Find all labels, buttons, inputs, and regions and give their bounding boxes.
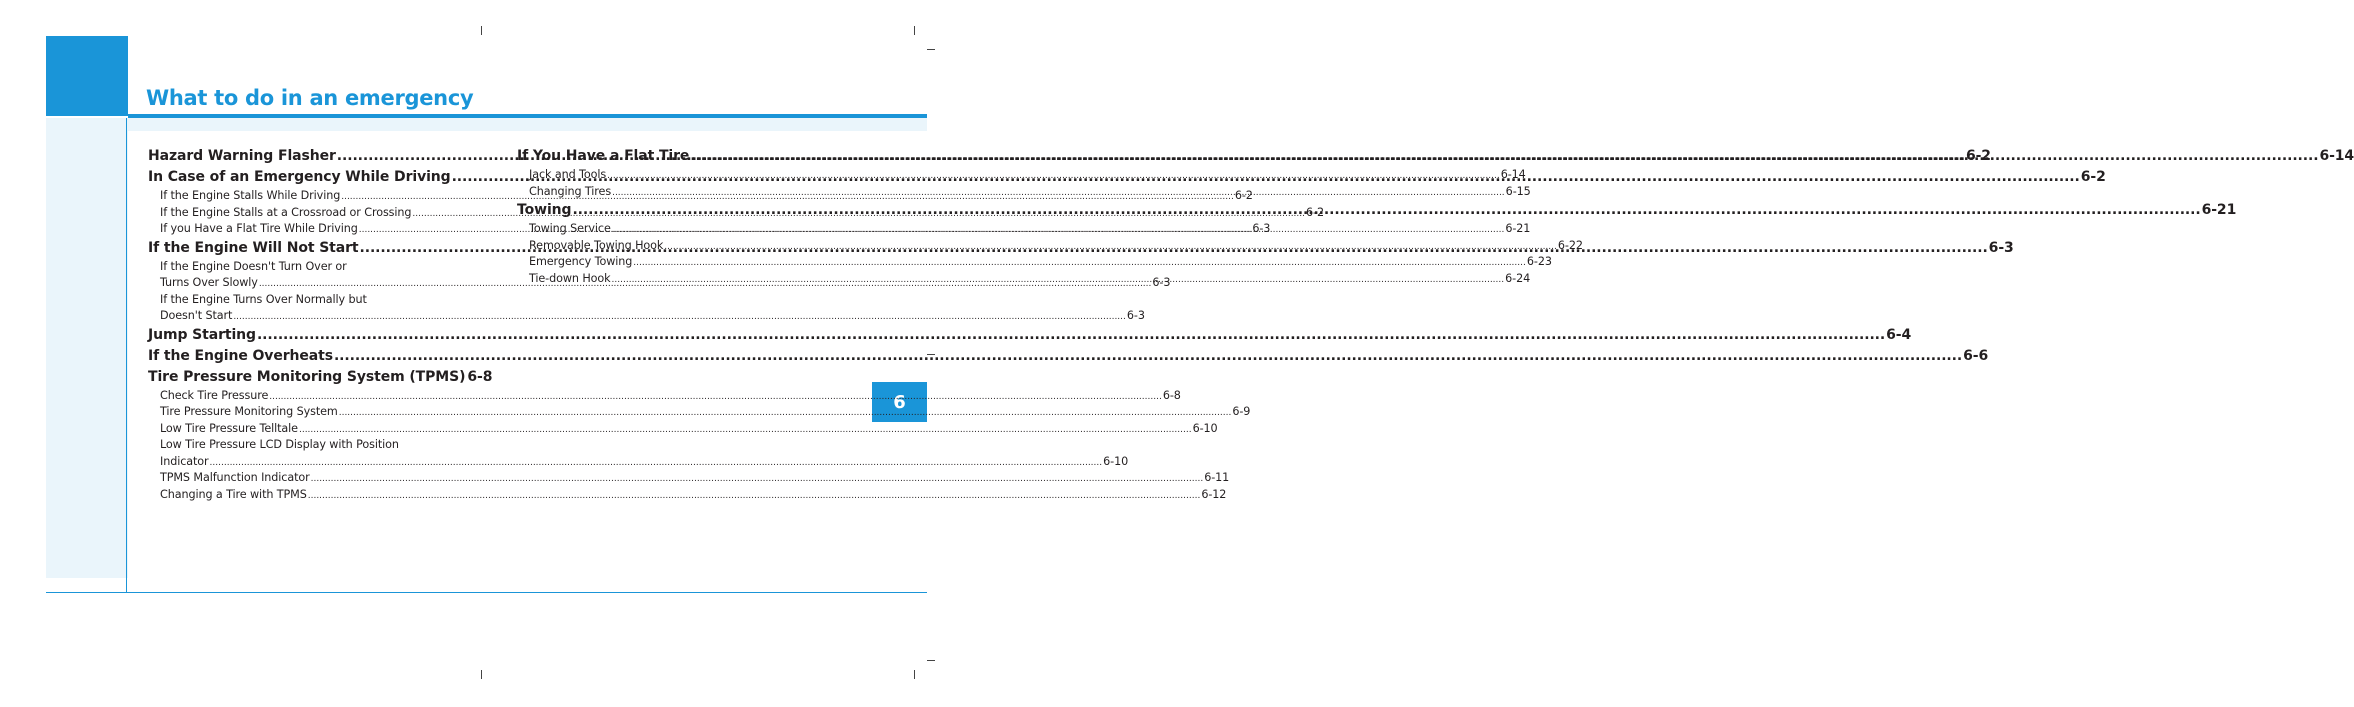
toc-page-number: 6-2 — [1965, 148, 1991, 164]
toc-subentry — [148, 292, 480, 309]
toc-page-number: 6-23 — [1526, 255, 1552, 268]
dot-leader — [612, 222, 1505, 239]
toc-subentry[interactable] — [148, 388, 1181, 405]
toc-subentry[interactable] — [517, 167, 1526, 184]
dot-leader — [233, 309, 1126, 326]
toc-page-number: 6-3 — [1252, 222, 1271, 235]
title-underline — [128, 114, 927, 118]
toc-subentry — [148, 437, 480, 454]
toc-entry-title: Towing Service — [529, 222, 611, 235]
toc-page-number: 6-22 — [1557, 238, 1583, 252]
toc-entry-title: If the Engine Stalls While Driving — [160, 189, 341, 202]
toc-entry-title: Check Tire Pressure — [160, 388, 269, 402]
toc-page-number: 6-21 — [1505, 222, 1531, 235]
toc-entry-title: Jump Starting — [148, 326, 256, 343]
toc-entry-title: TPMS Malfunction Indicator — [160, 471, 310, 484]
toc-subentry[interactable] — [148, 454, 1129, 471]
toc-subentry — [148, 259, 480, 276]
dot-leader — [269, 389, 1162, 406]
toc-entry-title: If You Have a Flat Tire — [517, 148, 690, 164]
toc-page-number: 6-9 — [1232, 405, 1251, 418]
toc-entry-title: Changing a Tire with TPMS — [160, 487, 307, 501]
toc-entry-title: Tie-down Hook — [529, 271, 611, 285]
crop-mark-right-lower — [927, 660, 935, 661]
toc-entry-title: Jack and Tools — [529, 168, 607, 181]
toc-entry-title: Tire Pressure Monitoring System (TPMS) — [148, 368, 466, 385]
toc-entry-title: Removable Towing Hook — [529, 238, 664, 252]
dot-leader — [311, 471, 1204, 488]
toc-subentry[interactable] — [517, 238, 1583, 255]
toc-subentry[interactable] — [148, 308, 1145, 325]
toc-entry-title: Emergency Towing — [529, 255, 633, 268]
toc-subentry[interactable] — [517, 254, 1552, 271]
header-color-block — [46, 36, 128, 116]
toc-entry-title: Low Tire Pressure Telltale — [160, 421, 298, 435]
toc-page-number: 6-10 — [1192, 421, 1218, 435]
toc-entry-title: Tire Pressure Monitoring System — [160, 405, 338, 418]
left-margin-rule — [126, 118, 127, 592]
toc-page-number: 6-2 — [2080, 169, 2106, 185]
toc-entry-title: Turns Over Slowly — [160, 276, 258, 289]
toc-entry-title: If the Engine Will Not Start — [148, 239, 359, 256]
dot-leader — [257, 325, 1885, 346]
toc-entry-title: If the Engine Stalls at a Crossroad or Crossing — [160, 205, 412, 219]
toc-page-number: 6-6 — [1963, 347, 1989, 364]
toc-subentry[interactable] — [148, 470, 1230, 487]
toc-heading-entry[interactable] — [517, 200, 2237, 221]
toc-page-number: 6-21 — [2201, 202, 2237, 218]
toc-page-number: 6-15 — [1505, 184, 1531, 198]
crop-mark-bottom-center — [481, 670, 482, 679]
toc-entry-title: Hazard Warning Flasher — [148, 148, 336, 164]
toc-entry-title: Low Tire Pressure LCD Display with Position — [160, 438, 399, 451]
dot-leader — [339, 405, 1232, 422]
toc-page-number: 6-14 — [2319, 148, 2354, 164]
toc-page-number: 6-2 — [1234, 189, 1253, 202]
dot-leader — [633, 255, 1526, 272]
dot-leader — [210, 455, 1103, 472]
toc-page-number: 6-12 — [1201, 487, 1227, 501]
dot-leader — [334, 346, 1962, 367]
toc-page-number: 6-11 — [1204, 471, 1230, 484]
toc-page-number: 6-3 — [1152, 276, 1171, 289]
toc-entry-title: Changing Tires — [529, 184, 612, 198]
toc-page-number: 6-14 — [1500, 168, 1526, 181]
toc-heading-entry[interactable] — [148, 346, 1989, 367]
dot-leader — [612, 272, 1505, 289]
crop-mark-top-center — [481, 26, 482, 35]
page-title: What to do in an emergency — [146, 86, 474, 110]
toc-page-number: 6-8 — [1162, 388, 1181, 402]
toc-entry-title: If the Engine Overheats — [148, 347, 333, 364]
toc-entry-title: Indicator — [160, 454, 209, 468]
toc-subentry[interactable] — [148, 487, 1227, 504]
toc-entry-title: Towing — [517, 202, 572, 218]
dot-leader — [308, 488, 1201, 505]
toc-heading-entry[interactable] — [148, 367, 493, 388]
toc-page-number: 6-2 — [1306, 205, 1324, 219]
toc-entry-title: In Case of an Emergency While Driving — [148, 169, 451, 185]
toc-page-number: 6-24 — [1505, 271, 1531, 285]
toc-entry-title: If the Engine Turns Over Normally but — [160, 292, 367, 306]
crop-mark-right-upper — [927, 49, 935, 50]
bottom-rule — [46, 592, 927, 593]
toc-entry-title: If the Engine Doesn't Turn Over or — [160, 259, 347, 273]
dot-leader — [690, 146, 2318, 167]
crop-mark-bottom-right — [914, 670, 915, 679]
toc-page-number: 6-3 — [1126, 309, 1145, 322]
toc-entry-title: Doesn't Start — [160, 309, 233, 322]
toc-subentry[interactable] — [148, 404, 1251, 421]
toc-page-number: 6-10 — [1103, 454, 1129, 468]
toc-subentry[interactable] — [148, 421, 1218, 438]
toc-heading-entry[interactable] — [148, 325, 1912, 346]
toc-entry-title: If you Have a Flat Tire While Driving — [160, 222, 358, 235]
dot-leader — [572, 200, 2200, 221]
dot-leader — [664, 239, 1557, 256]
toc-page-number: 6-3 — [1988, 239, 2014, 256]
chapter-number: 6 — [893, 391, 906, 413]
dot-leader — [612, 185, 1505, 202]
toc-page-number: 6-8 — [467, 368, 493, 385]
dot-leader — [299, 422, 1192, 439]
dot-leader — [607, 168, 1500, 185]
toc-page-number: 6-4 — [1886, 326, 1912, 343]
crop-mark-top-right — [914, 26, 915, 35]
